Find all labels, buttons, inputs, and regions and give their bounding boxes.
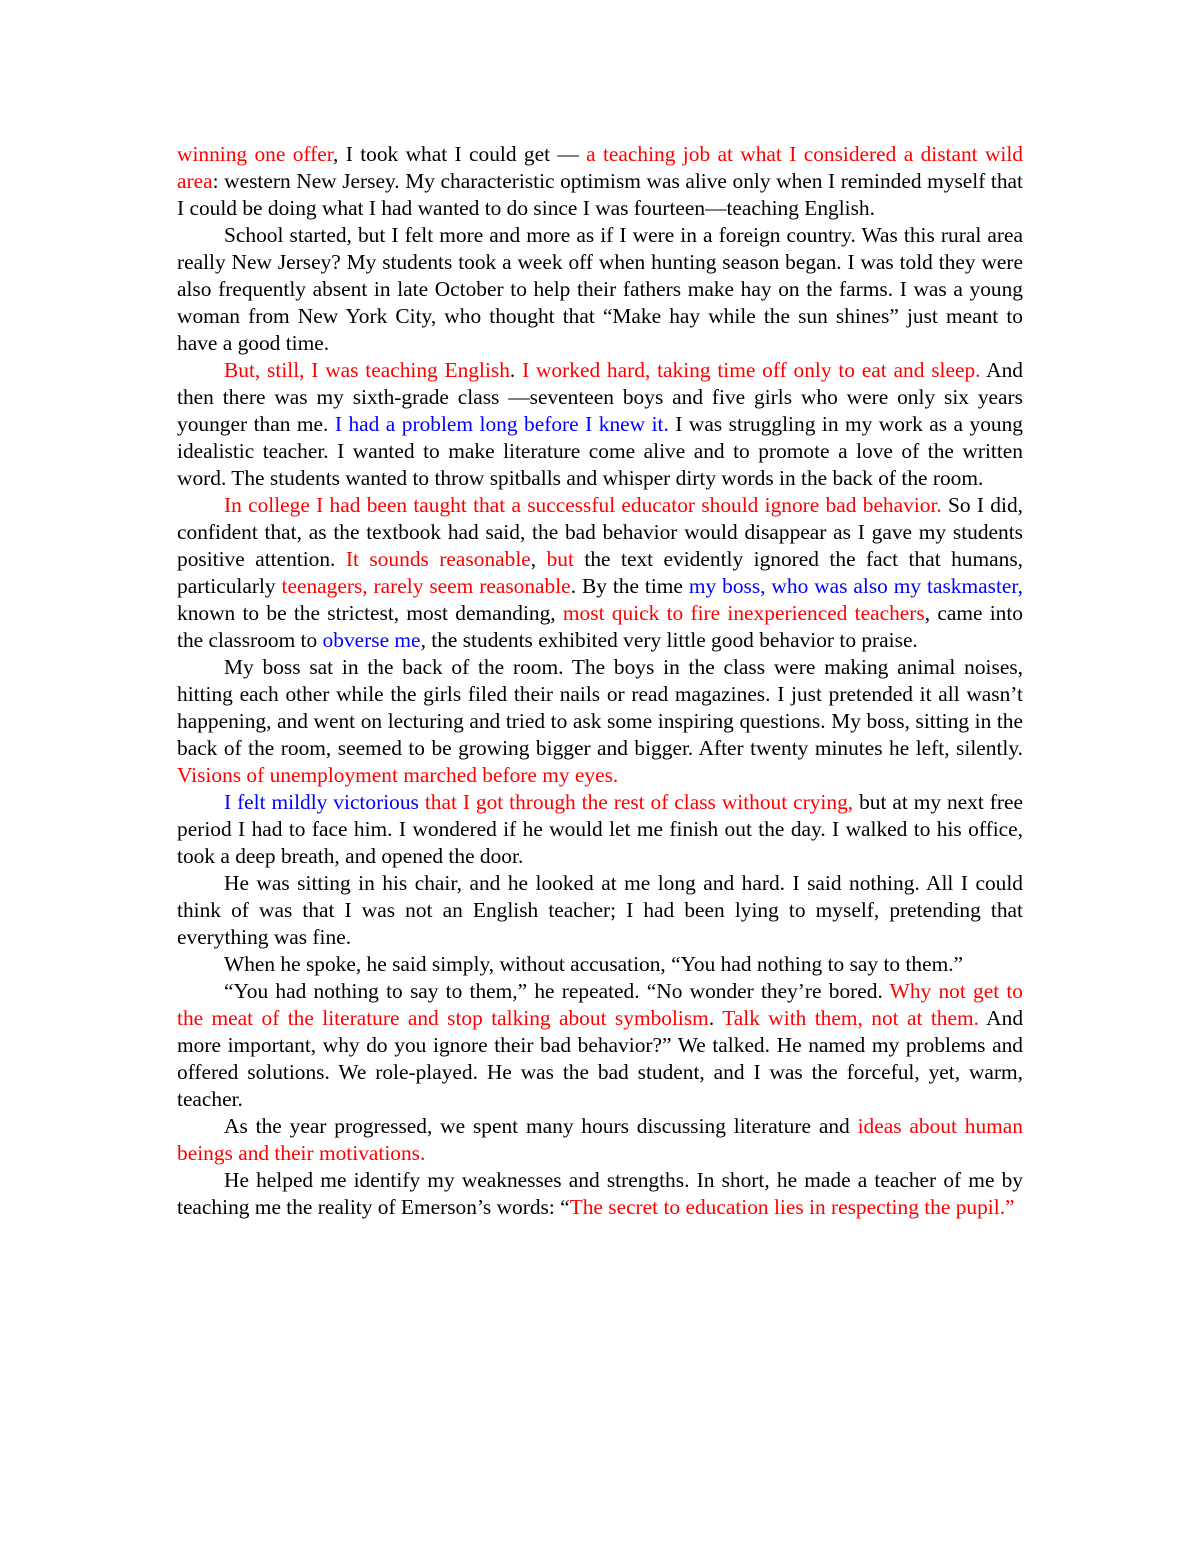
text-segment: I worked hard, taking time off only to eat and sleep. (522, 358, 981, 382)
text-segment: : western New Jersey. My characteristic optimism was alive only when I reminded myself that I could be doing what I had wanted to do since I was fourteen—teaching English. (177, 169, 1023, 220)
text-segment: When he spoke, he said simply, without accusation, “You had nothing to say to them.” (224, 952, 964, 976)
paragraph-1 (177, 141, 1023, 222)
text-segment: So I did, confident that, as the textbook had said, the bad behavior would disappear as I gave my students positive attention. (177, 493, 1023, 571)
text-segment: , came into the classroom to (177, 601, 1023, 652)
text-segment: . (509, 358, 523, 382)
text-segment: Why not get to the meat of the literature and stop talking about symbolism (177, 979, 1023, 1030)
text-segment: my boss, who was also my taskmaster, (688, 574, 1023, 598)
text-segment: . By the time (570, 574, 689, 598)
text-segment: The secret to education lies in respecting the pupil.” (569, 1195, 1015, 1219)
text-segment: Visions of unemployment marched before my eyes. (177, 763, 619, 787)
text-segment: a teaching job at what I considered a distant wild area (177, 142, 1023, 193)
paragraph-4 (177, 492, 1023, 654)
text-segment: And then there was my sixth-grade class —seventeen boys and five girls who were only six years younger than me. (177, 358, 1023, 436)
text-segment: Talk with them, not at them. (722, 1006, 979, 1030)
text-segment: I was struggling in my work as a young idealistic teacher. I wanted to make literature come alive and to promote a love of the written word. The students wanted to throw spitballs and whisper dirty words in the back of the room. (177, 412, 1023, 490)
paragraph-3 (177, 357, 1023, 492)
text-segment: He helped me identify my weaknesses and strengths. In short, he made a teacher of me by teaching me the reality of Emerson’s words: “ (177, 1168, 1023, 1219)
text-segment: , the students exhibited very little good behavior to praise. (420, 628, 918, 652)
paragraph-8 (177, 951, 1023, 978)
text-segment: I had a problem long before I knew it. (334, 412, 669, 436)
paragraph-2 (177, 222, 1023, 357)
text-segment: But, still, I was teaching English (224, 358, 510, 382)
text-segment: He was sitting in his chair, and he looked at me long and hard. I said nothing. All I could think of was that I was not an English teacher; I had been lying to myself, pretending that everything was fine. (177, 871, 1023, 949)
paragraph-5 (177, 654, 1023, 789)
paragraph-7 (177, 870, 1023, 951)
text-segment: It sounds reasonable (345, 547, 531, 571)
text-segment: My boss sat in the back of the room. The boys in the class were making animal noises, hitting each other while the girls filed their nails or read magazines. I just pretended it all wasn’t happening, and went on lecturing and tried to ask some inspiring questions. My boss, sitting in the back of the room, seemed to be growing bigger and bigger. After twenty minutes he left, silently. (177, 655, 1023, 760)
text-segment: And more important, why do you ignore their bad behavior?” We talked. He named my problems and offered solutions. We role-played. He was the bad student, and I was the forceful, yet, warm, teacher. (177, 1006, 1024, 1111)
paragraph-9 (177, 978, 1023, 1113)
text-segment: I felt mildly victorious (224, 790, 419, 814)
text-segment: , (530, 547, 547, 571)
text-segment: As the year progressed, we spent many hours discussing literature and (224, 1114, 858, 1138)
text-segment: known to be the strictest, most demanding, (177, 601, 563, 625)
text-segment: . (708, 1006, 723, 1030)
text-segment: obverse me (322, 628, 421, 652)
text-segment: ideas about human beings and their motivations. (177, 1114, 1023, 1165)
text-segment: but (546, 547, 574, 571)
paragraph-10 (177, 1113, 1023, 1167)
document-page (177, 141, 1023, 1221)
text-segment: School started, but I felt more and more as if I were in a foreign country. Was this rural area really New Jersey? My students took a week off when hunting season began. I was told they were also frequently absent in late October to help their fathers make hay on the farms. I was a young woman from New York City, who thought that “Make hay while the sun shines” just meant to have a good time. (177, 223, 1023, 355)
text-segment: the text evidently ignored the fact that humans, particularly (177, 547, 1023, 598)
text-segment: but at my next free period I had to face him. I wondered if he would let me finish out the day. I walked to his office, took a deep breath, and opened the door. (177, 790, 1023, 868)
paragraph-11 (177, 1167, 1023, 1221)
text-segment: In college I had been taught that a successful educator should ignore bad behavior. (224, 493, 942, 517)
text-segment: teenagers, rarely seem reasonable (281, 574, 571, 598)
paragraph-6 (177, 789, 1023, 870)
text-segment: “You had nothing to say to them,” he repeated. “No wonder they’re bored. (224, 979, 890, 1003)
text-segment: , I took what I could get — (333, 142, 587, 166)
text-segment: winning one offer (177, 142, 334, 166)
text-segment: that I got through the rest of class without crying, (424, 790, 854, 814)
text-segment: most quick to fire inexperienced teachers (562, 601, 925, 625)
